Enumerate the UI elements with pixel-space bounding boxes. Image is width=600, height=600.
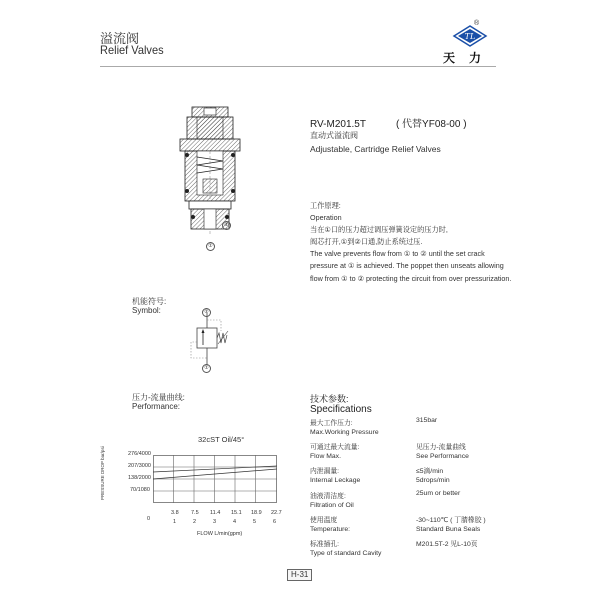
spec-row	[310, 526, 510, 538]
performance-chart	[153, 455, 277, 503]
x-origin: 0	[147, 516, 151, 522]
spec-key: 最大工作压力:	[310, 420, 353, 427]
spec-value: -30~110℃ ( 丁腈橡胶 )	[416, 516, 486, 524]
x-tick-lpm: 7.5	[191, 510, 199, 516]
x-tick-gpm: 4	[233, 519, 237, 525]
port-2-callout	[222, 217, 231, 235]
symbol-heading-cn: 机能符号:	[132, 297, 167, 306]
product-subtitle-cn: 直动式溢流阀	[310, 131, 358, 140]
x-tick-gpm: 2	[193, 519, 197, 525]
spec-heading-cn: 技术参数:	[310, 394, 349, 404]
spec-value: ≤5滴/min	[416, 468, 444, 476]
operation-section	[310, 200, 520, 285]
spec-key: Internal Leckage	[310, 477, 361, 485]
port-1-label: ①	[206, 242, 215, 251]
spec-row	[310, 550, 510, 562]
x-tick-lpm: 3.8	[171, 510, 179, 516]
spec-key: 可通过最大流量:	[310, 444, 360, 452]
spec-key: Type of standard Cavity	[310, 550, 382, 558]
spec-heading-en: Specifications	[310, 404, 372, 415]
x-tick-gpm: 3	[213, 519, 217, 525]
operation-line: flow from ① to ② protecting the circuit from over pressurization.	[310, 273, 512, 283]
product-subtitle-en: Adjustable, Cartridge Relief Valves	[310, 144, 441, 154]
operation-line: 当在①口的压力超过调压弹簧设定的压力时,	[310, 225, 448, 235]
y-tick: 138/2000	[128, 475, 151, 481]
operation-line: 阀芯打开,①到②口通,防止系统过压.	[310, 237, 423, 247]
spec-row	[310, 441, 510, 453]
symbol-heading-en: Symbol:	[132, 306, 161, 315]
x-tick-gpm: 1	[173, 519, 177, 525]
spec-key: 油液清洁度:	[310, 492, 346, 500]
spec-value: 25um or better	[416, 489, 461, 497]
spec-key: Flow Max.	[310, 453, 341, 461]
port-2-label: ②	[222, 221, 231, 230]
spec-key: 使用温度	[310, 516, 338, 524]
spec-key: Max.Working Pressure	[310, 429, 379, 437]
spec-value: Standard Buna Seals	[416, 525, 481, 533]
spec-value: See Performance	[416, 453, 469, 461]
y-tick: 276/4000	[128, 451, 151, 457]
y-tick: 70/1080	[130, 487, 150, 493]
x-axis-label: FLOW L/min(gpm)	[197, 531, 243, 537]
operation-heading-en: Operation	[310, 213, 342, 223]
y-axis-label: PRESSURE DROP bar/psi	[100, 446, 105, 500]
spec-key: 标准插孔:	[310, 540, 340, 548]
spec-row	[310, 477, 510, 489]
spec-value: 见压力-流量曲线	[416, 444, 466, 452]
spec-table	[310, 417, 510, 562]
symbol-port-2-label: ②	[202, 308, 211, 317]
valve-cross-section-drawing	[175, 105, 245, 235]
performance-heading-en: Performance:	[132, 402, 181, 411]
performance-heading-cn: 压力-流量曲线:	[132, 393, 185, 402]
page-number: H-31	[287, 569, 312, 581]
x-tick-lpm: 18.9	[251, 510, 262, 516]
registered-mark: ®	[474, 20, 480, 27]
symbol-port-top	[202, 304, 211, 322]
spec-key: Filtration of Oil	[310, 501, 354, 509]
replaces-model: ( 代替YF08-00 )	[395, 119, 467, 130]
header-divider	[100, 66, 496, 67]
spec-value: 315bar	[416, 417, 438, 424]
spec-key: Temperature:	[310, 525, 351, 533]
spec-row	[310, 429, 510, 441]
spec-row	[310, 465, 510, 477]
svg-text:TL: TL	[464, 32, 476, 41]
spec-value: 5drops/min	[416, 477, 450, 485]
spec-row	[310, 502, 510, 514]
operation-line: pressure at ① is achieved. The poppet then unseats allowing	[310, 261, 504, 271]
page-title-en: Relief Valves	[100, 43, 164, 57]
x-tick-lpm: 15.1	[231, 510, 242, 516]
model-number: RV-M201.5T	[310, 119, 366, 130]
spec-row	[310, 490, 510, 502]
symbol-port-bottom	[202, 360, 211, 378]
x-tick-gpm: 6	[273, 519, 277, 525]
spec-row	[310, 417, 510, 429]
chart-plot-area	[153, 455, 277, 503]
x-tick-lpm: 22.7	[271, 510, 282, 516]
symbol-port-1-label: ①	[202, 364, 211, 373]
x-tick-lpm: 11.4	[210, 510, 221, 516]
spec-row	[310, 514, 510, 526]
y-tick: 207/3000	[128, 463, 151, 469]
spec-key: 内泄漏量:	[310, 468, 340, 476]
operation-heading-cn: 工作原理:	[310, 201, 341, 210]
operation-line: The valve prevents flow from ① to ② until the set crack	[310, 249, 485, 259]
spec-row	[310, 453, 510, 465]
chart-title: 32cST Oil/45°	[198, 435, 245, 444]
port-1-callout	[206, 238, 215, 256]
spec-row	[310, 538, 510, 550]
spec-value: M201.5T-2 见L-10页	[416, 540, 478, 548]
x-tick-gpm: 5	[253, 519, 257, 525]
page-title-cn: 溢流阀	[100, 31, 140, 46]
product-model	[310, 115, 467, 130]
brand-name: 天力	[443, 51, 496, 65]
